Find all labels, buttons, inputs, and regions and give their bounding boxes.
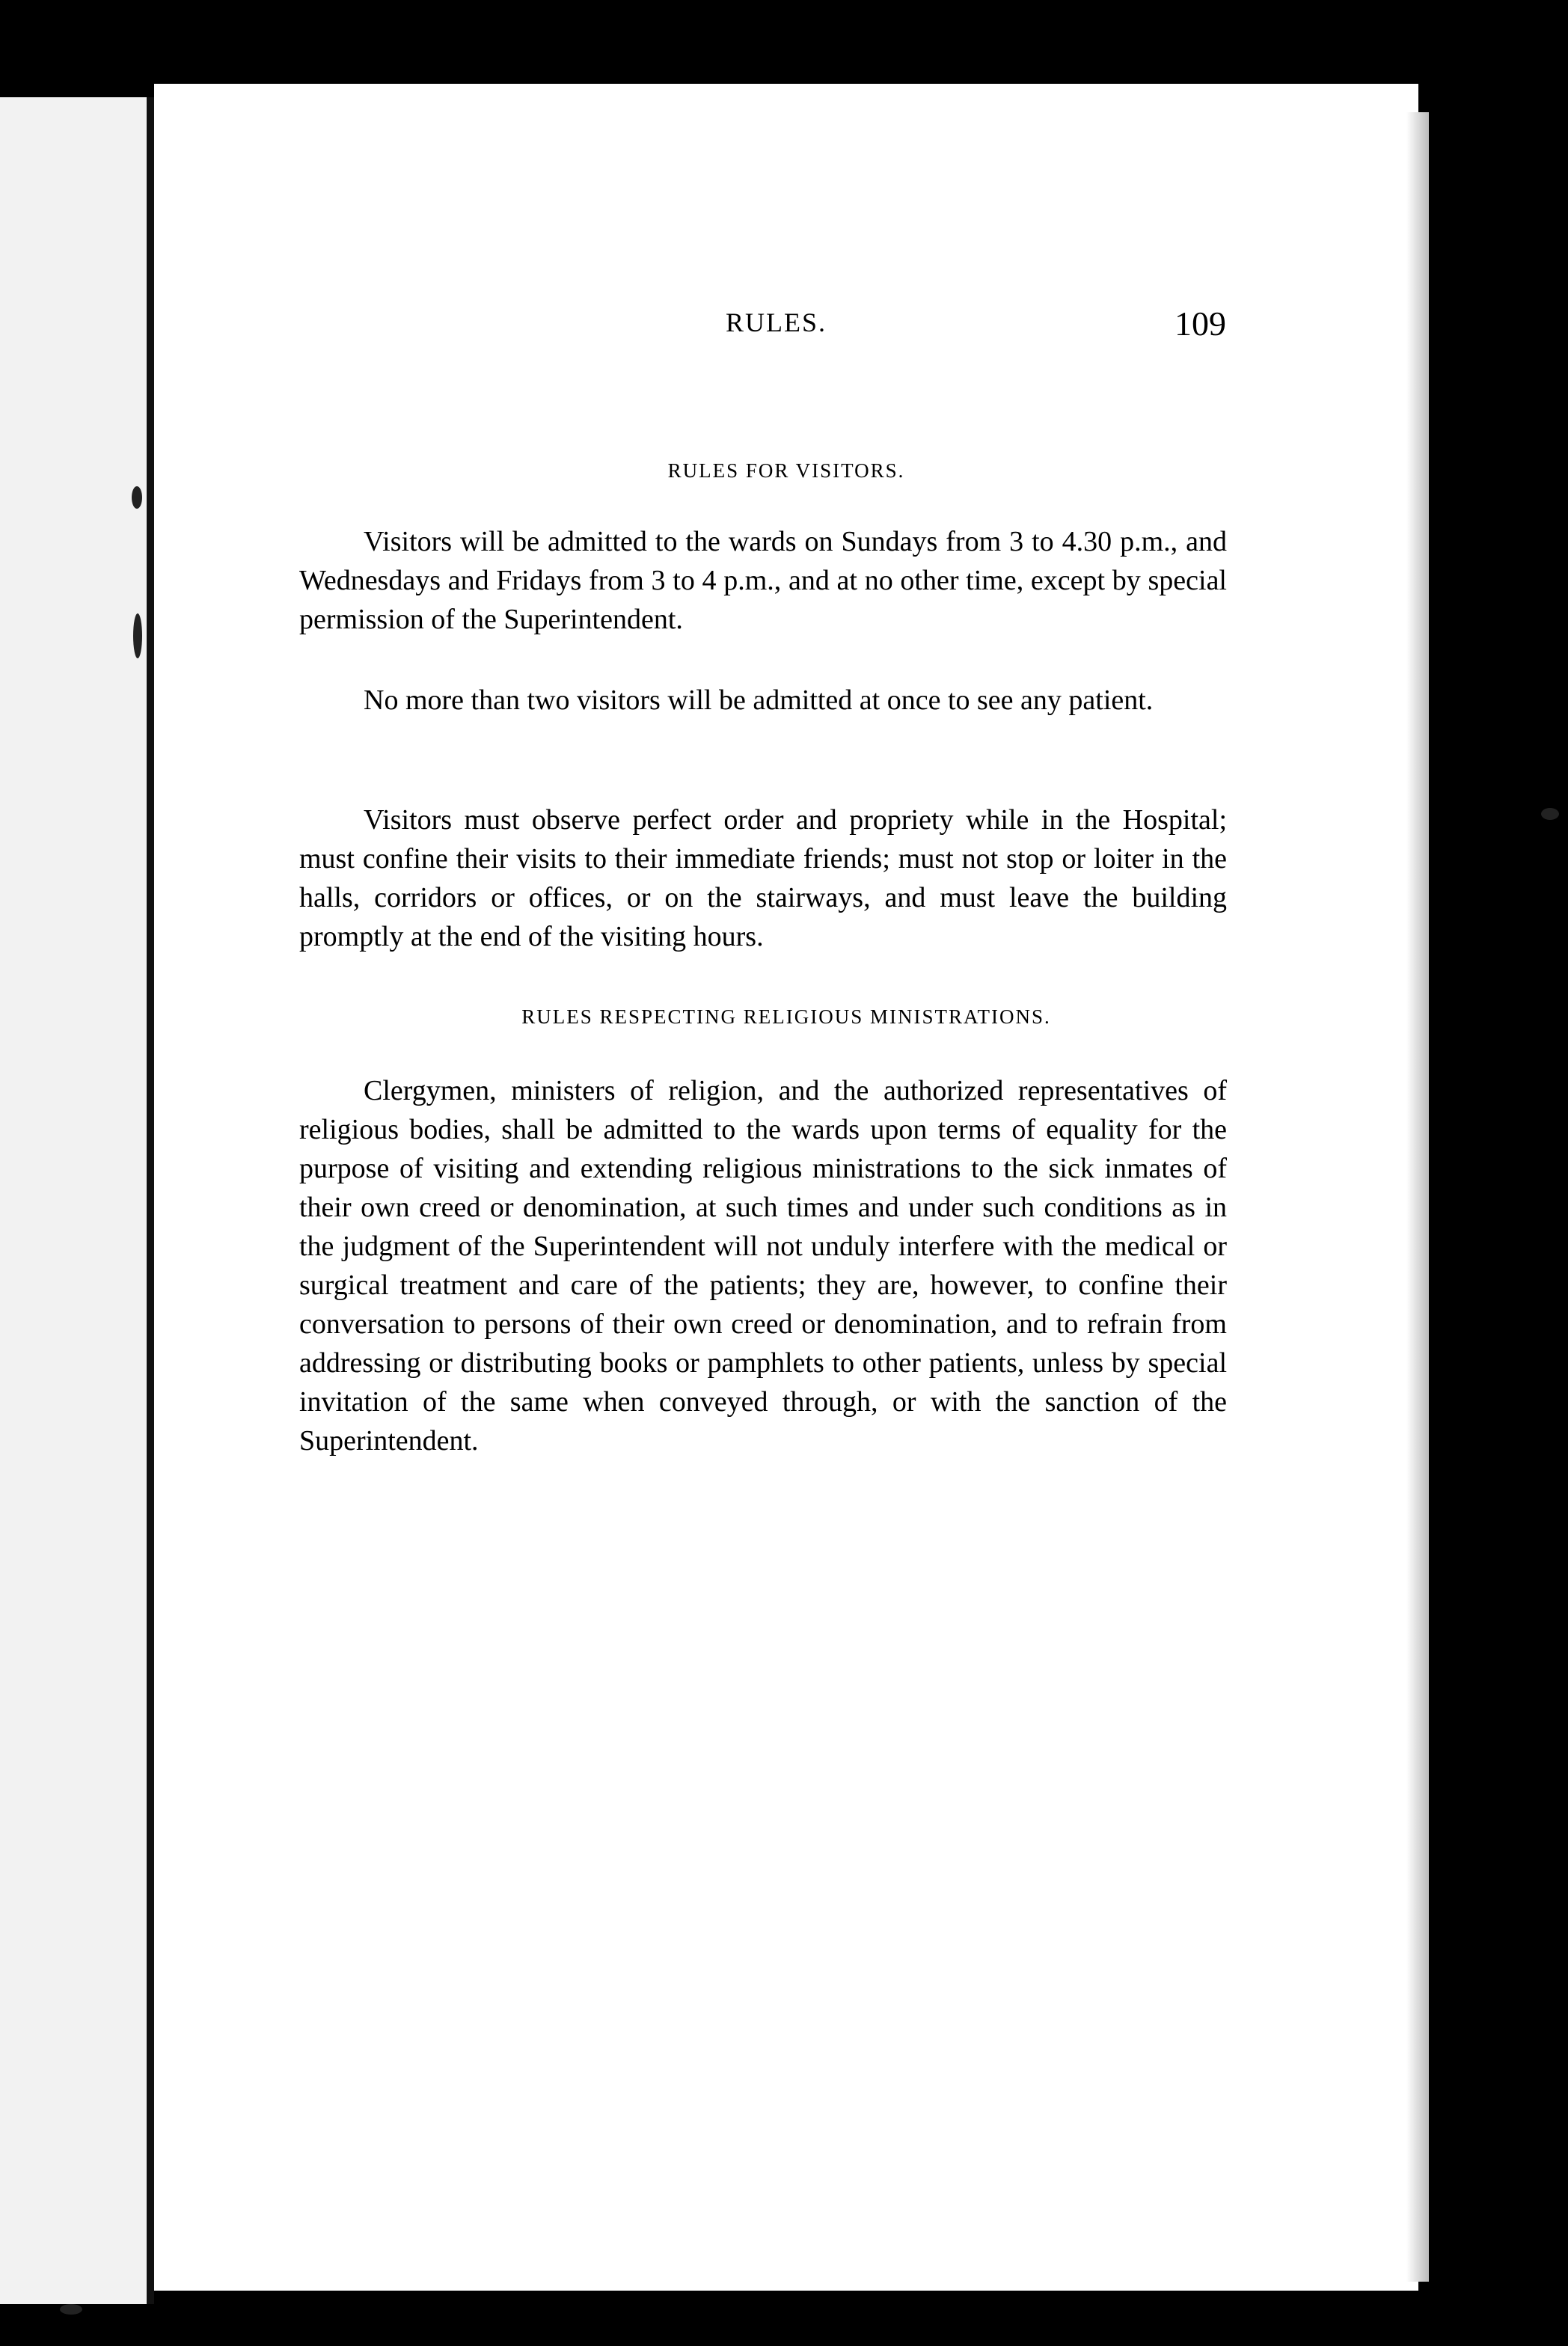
- running-head: [154, 304, 1418, 352]
- scan-speck: [133, 613, 142, 658]
- paragraph: Visitors will be admitted to the wards on Sundays from 3 to 4.30 p.m., and Wednesdays and Fridays from 3 to 4 p.m., and at no other time, except by special permission of the Superintendent.: [299, 526, 1227, 635]
- section-heading-visitors: RULES FOR VISITORS.: [667, 459, 905, 482]
- page-shadow: [1406, 112, 1429, 2282]
- paragraph: No more than two visitors will be admitted at once to see any patient.: [364, 684, 1154, 716]
- page-gutter: [147, 97, 154, 2304]
- scan-speck: [60, 2304, 82, 2315]
- running-title: RULES.: [726, 307, 827, 337]
- paragraph: Clergymen, ministers of religion, and the authorized representatives of religious bodies, shall be admitted to the wards upon terms of equality for the purpose of visiting and extending religious ministrations to the sick inmates of their own creed or denomination, at such times and under such conditions as in the judgment of the Superintendent will not unduly interfere with the medical or surgical treatment and care of the patients; they are, however, to confine their conversation to persons of their own creed or denomination, and to refrain from addressing or distributing books or pamphlets to other patients, unless by special invitation of the same when conveyed through, or with the sanction of the Superintendent.: [299, 1075, 1227, 1457]
- scan-speck: [1541, 808, 1559, 820]
- page-number: 109: [1175, 304, 1226, 343]
- section-heading-religious: RULES RESPECTING RELIGIOUS MINISTRATIONS.: [521, 1005, 1051, 1028]
- paragraph: Visitors must observe perfect order and propriety while in the Hospital; must confine their visits to their immediate friends; must not stop or loiter in the halls, corridors or offices, or on the stairways, and must leave the building promptly at the end of the visiting hours.: [299, 804, 1227, 952]
- scan-speck: [132, 486, 142, 509]
- facing-page-edge: [0, 97, 147, 2304]
